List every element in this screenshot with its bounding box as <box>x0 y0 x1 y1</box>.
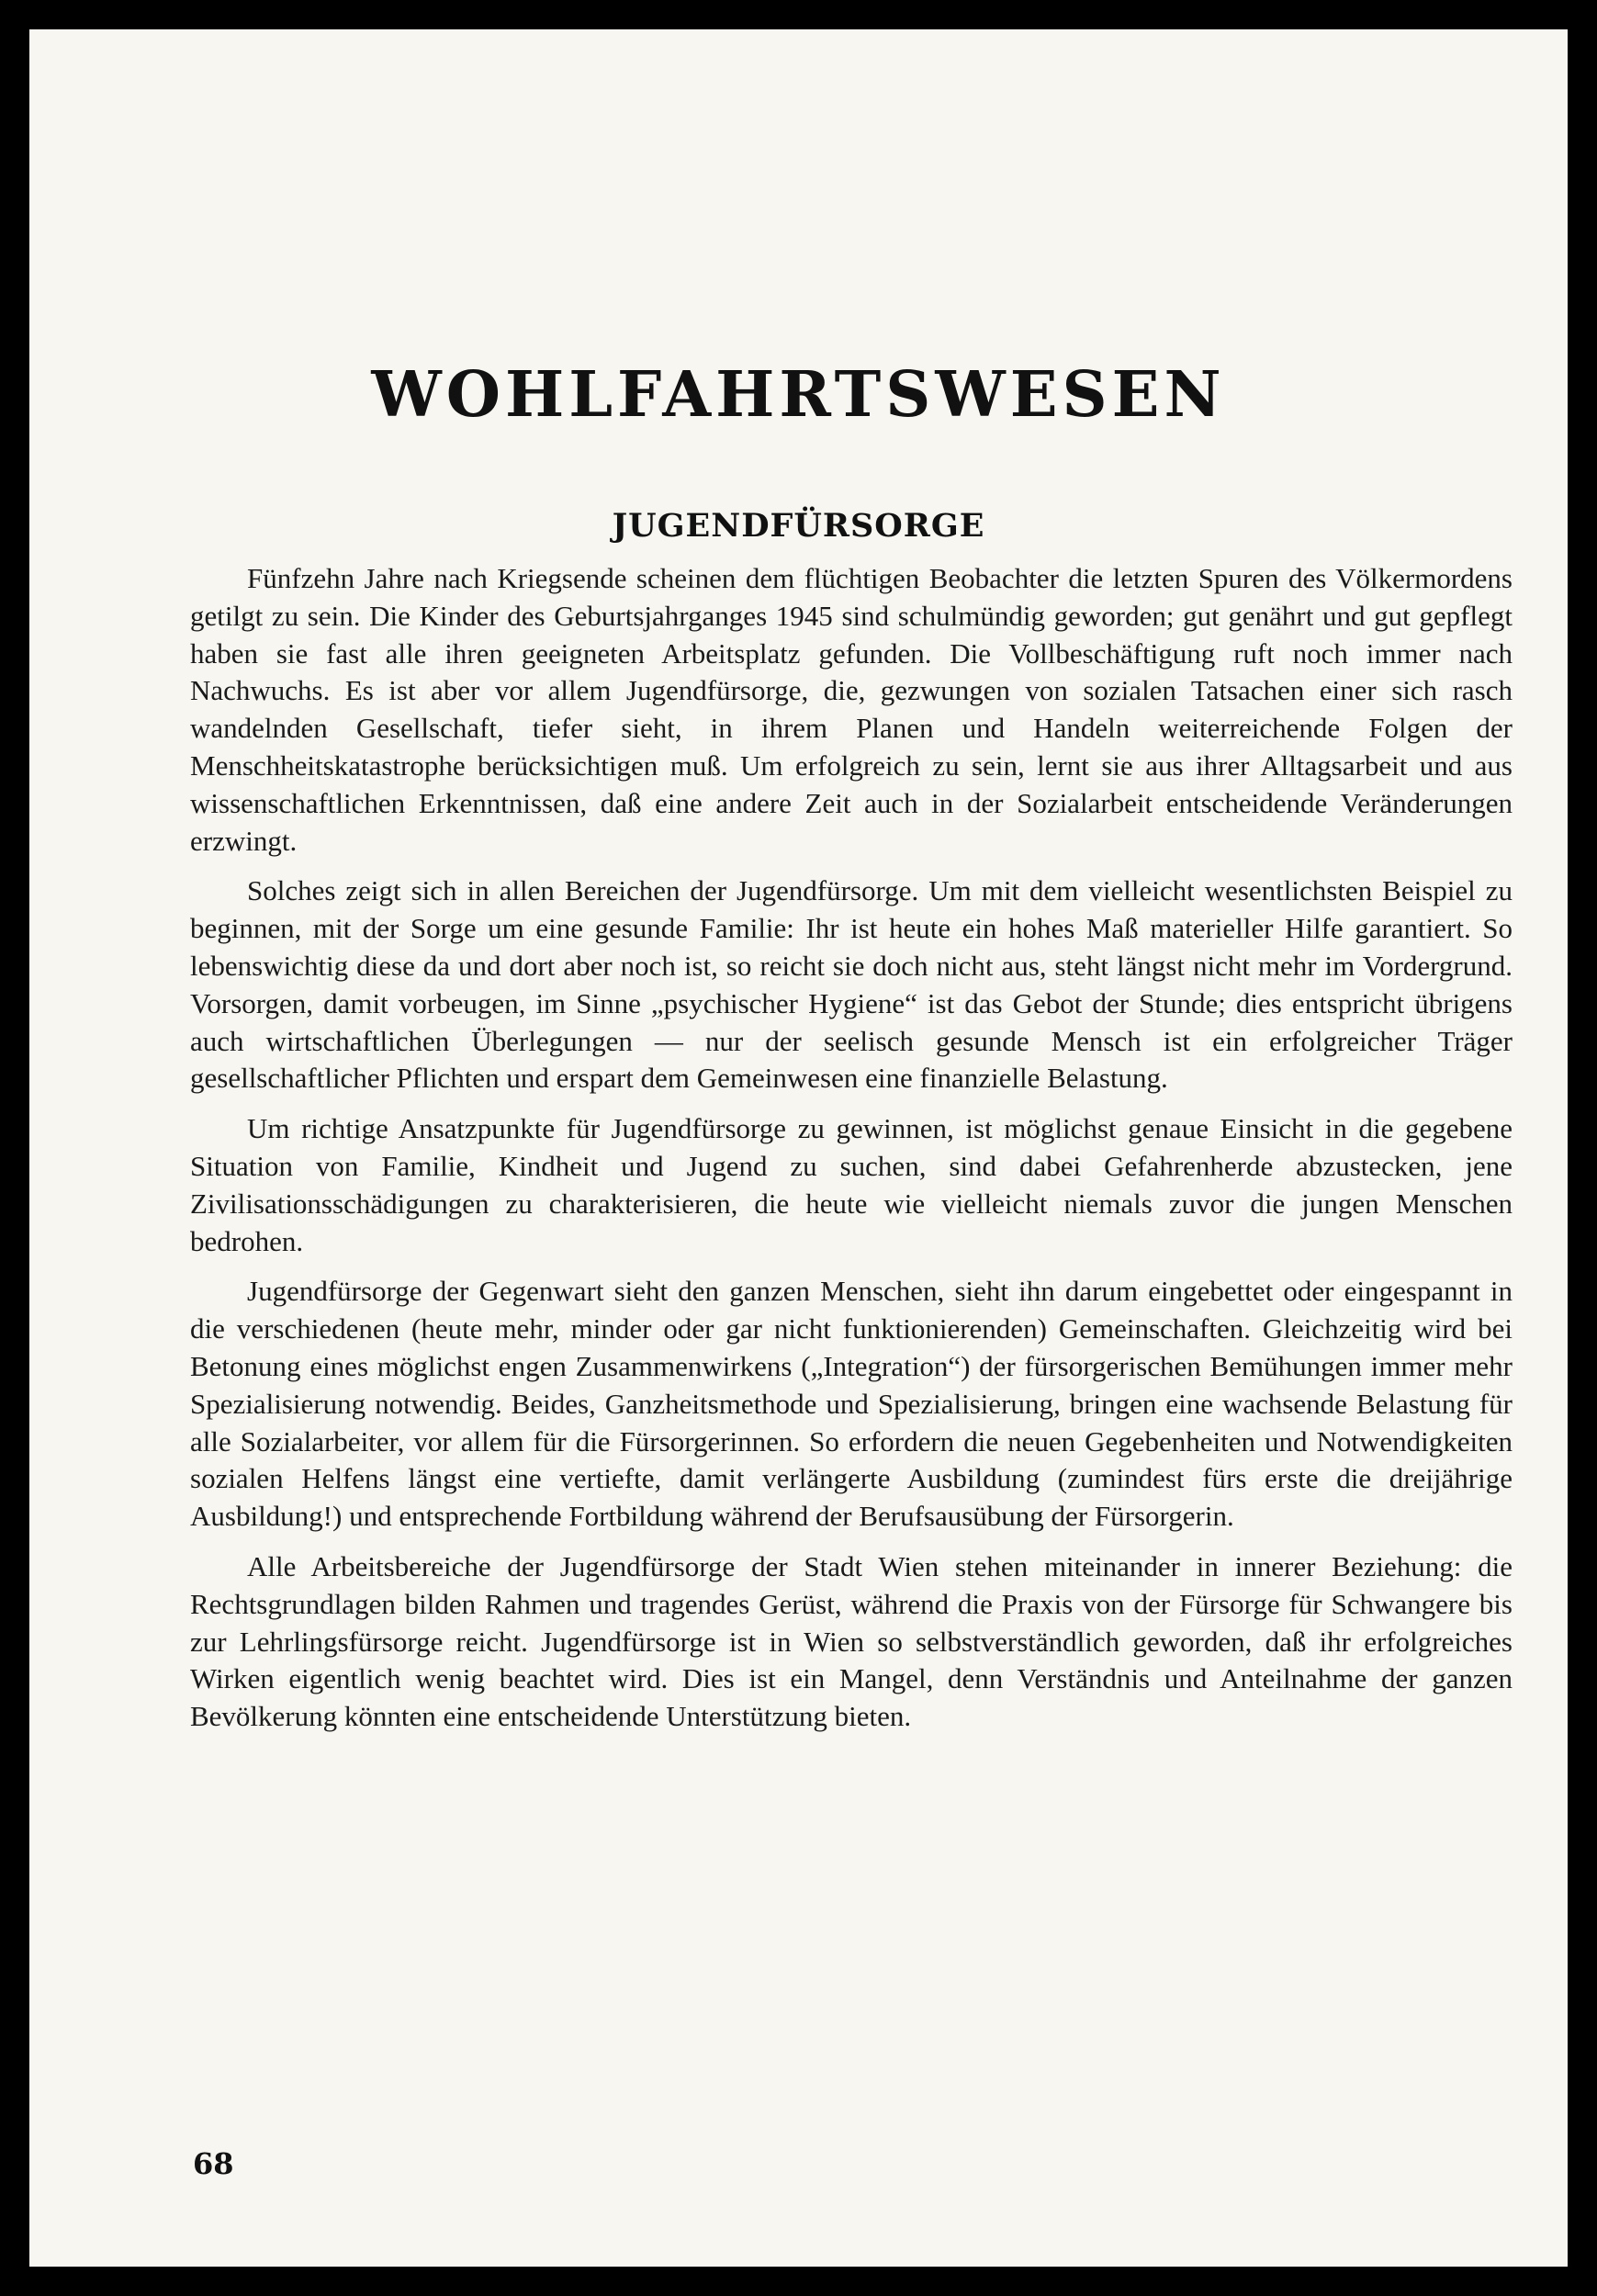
paragraph: Alle Arbeitsbereiche der Jugendfürsorge der Stadt Wien stehen miteinander in innerer Beziehung: die Rechtsgrundlagen bilden Rahmen und tragendes Gerüst, während die Praxis von der Fürsorge für Schwangere bis zur Lehrlingsfürsorge reicht. Jugendfürsorge ist in Wien so selbstverständlich geworden, daß ihr erfolgreiches Wirken eigentlich wenig beachtet wird. Dies ist ein Mangel, denn Verständnis und Anteilnahme der ganzen Bevölkerung könnten eine entscheidende Unterstützung bieten. <box>190 1549 1513 1733</box>
body-text <box>190 560 1513 1749</box>
page-title: WOHLFAHRTSWESEN <box>371 358 1226 432</box>
paragraph: Jugendfürsorge der Gegenwart sieht den ganzen Menschen, sieht ihn darum eingebettet oder eingespannt in die verschiedenen (heute mehr, minder oder gar nicht funktionierenden) Gemeinschaften. Gleichzeitig wird bei Betonung eines möglichst engen Zusammenwirkens („Integration“) der fürsorgerischen Bemühungen immer mehr Spezialisierung notwendig. Beides, Ganzheitsmethode und Spezialisierung, bringen eine wachsende Belastung für alle Sozialarbeiter, vor allem für die Fürsorgerinnen. So erfordern die neuen Gegebenheiten und Notwendigkeiten sozialen Helfens längst eine vertiefte, damit verlängerte Ausbildung (zumindest fürs erste die dreijährige Ausbildung!) und entsprechende Fortbildung während der Berufsausübung der Fürsorgerin. <box>190 1275 1513 1533</box>
section-heading: JUGENDFÜRSORGE <box>612 507 985 545</box>
page-number: 68 <box>193 2146 234 2181</box>
paragraph: Fünfzehn Jahre nach Kriegsende scheinen dem flüchtigen Beobachter die letzten Spuren des Völkermordens getilgt zu sein. Die Kinder des Geburtsjahrganges 1945 sind schulmündig geworden; gut genährt und gut gepflegt haben sie fast alle ihren geeigneten Arbeitsplatz gefunden. Die Vollbeschäftigung ruft noch immer nach Nachwuchs. Es ist aber vor allem Jugendfürsorge, die, gezwungen von sozialen Tatsachen einer sich rasch wandelnden Gesellschaft, tiefer sieht, in ihrem Planen und Handeln weiterreichende Folgen der Menschheitskatastrophe berücksichtigen muß. Um erfolgreich zu sein, lernt sie aus ihrer Alltagsarbeit und aus wissenschaftlichen Erkenntnissen, daß eine andere Zeit auch in der Sozialarbeit entscheidende Veränderungen erzwingt. <box>190 562 1513 857</box>
paragraph: Solches zeigt sich in allen Bereichen der Jugendfürsorge. Um mit dem vielleicht wesentlichsten Beispiel zu beginnen, mit der Sorge um eine gesunde Familie: Ihr ist heute ein hohes Maß materieller Hilfe garantiert. So lebenswichtig diese da und dort aber noch ist, so reicht sie doch nicht aus, steht längst nicht mehr im Vordergrund. Vorsorgen, damit vorbeugen, im Sinne „psychischer Hygiene“ ist das Gebot der Stunde; dies entspricht übrigens auch wirtschaftlichen Überlegungen — nur der seelisch gesunde Mensch ist ein erfolgreicher Träger gesellschaftlicher Pflichten und erspart dem Gemeinwesen eine finanzielle Belastung. <box>190 874 1513 1095</box>
paragraph: Um richtige Ansatzpunkte für Jugendfürsorge zu gewinnen, ist möglichst genaue Einsicht in die gegebene Situation von Familie, Kindheit und Jugend zu suchen, sind dabei Gefahrenherde abzustecken, jene Zivilisationsschädigungen zu charakterisieren, die heute wie vielleicht niemals zuvor die jungen Menschen bedrohen. <box>190 1112 1513 1257</box>
document-page <box>29 29 1568 2267</box>
